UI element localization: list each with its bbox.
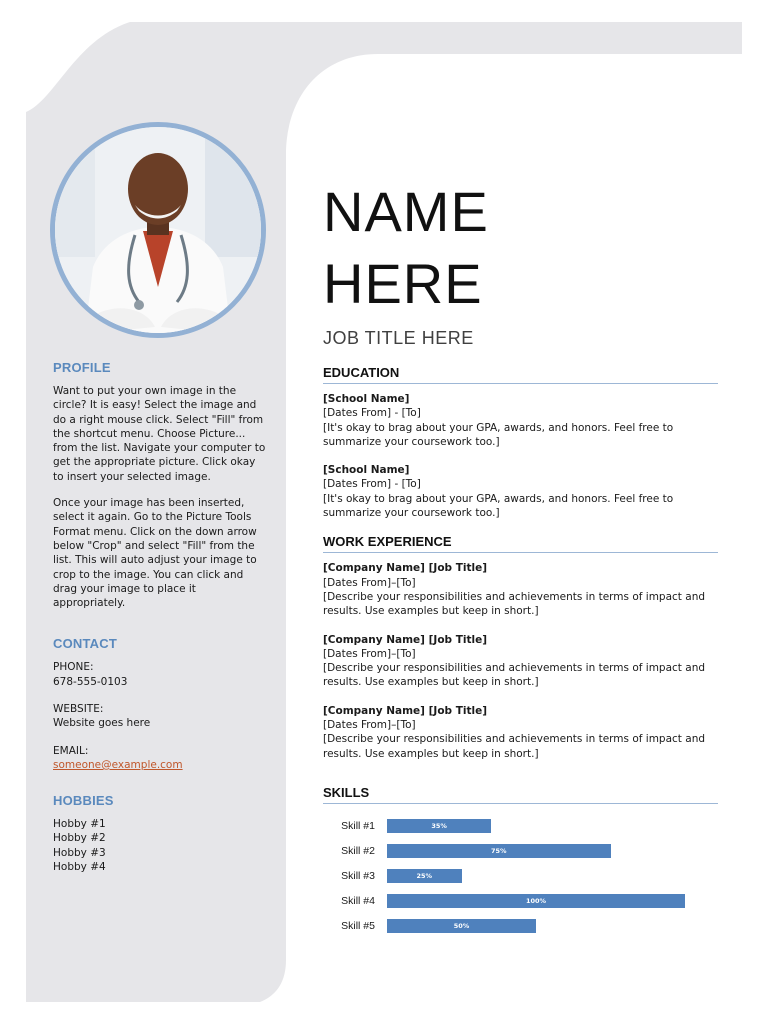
skill-value-label: 50% (453, 922, 470, 931)
profile-photo[interactable] (50, 122, 266, 338)
skill-row (323, 889, 718, 914)
skill-label: Skill #5 (341, 920, 375, 933)
hobby-item: Hobby #1 (53, 818, 106, 831)
skill-bar (387, 819, 491, 833)
skill-bar (387, 844, 611, 858)
education-dates: [Dates From] - [To] (323, 407, 421, 420)
education-entry (323, 392, 718, 449)
education-heading: EDUCATION (323, 365, 718, 384)
contact-website (53, 702, 268, 731)
phone-value: 678-555-0103 (53, 675, 128, 688)
skill-row (323, 814, 718, 839)
skill-track (387, 919, 685, 933)
work-title: [Company Name] [Job Title] (323, 633, 488, 646)
hobby-item: Hobby #3 (53, 846, 106, 859)
skill-bar (387, 919, 536, 933)
work-title: [Company Name] [Job Title] (323, 704, 488, 717)
work-title: [Company Name] [Job Title] (323, 562, 488, 575)
work-description: [Describe your responsibilities and achievements in terms of impact and results. Use examples but keep in short.] (323, 733, 706, 760)
contact-phone (53, 660, 268, 689)
skill-track (387, 894, 685, 908)
profile-paragraph-2: Once your image has been inserted, select it again. Go to the Picture Tools Format menu. Click on the down arrow below "Crop" and select "Fill" from the list. This will auto adjust your image to crop to the image. You can click and drag your image to place it appropriately. (53, 497, 257, 610)
work-description: [Describe your responsibilities and achievements in terms of impact and results. Use examples but keep in short.] (323, 590, 706, 618)
skill-label: Skill #1 (341, 820, 375, 833)
profile-paragraph-1: Want to put your own image in the circle? It is easy! Select the image and do a right mouse click. Select "Fill" from the shortcut menu. Choose Picture... from the list. Navigate your computer to get the appropriate picture. Click okay to insert your selected image. (53, 385, 266, 483)
work-entry (323, 561, 718, 618)
skill-track (387, 844, 685, 858)
skill-bar (387, 869, 462, 883)
website-label: WEBSITE: (53, 703, 104, 716)
website-value: Website goes here (53, 717, 151, 730)
sidebar (53, 360, 268, 874)
work-experience-heading: WORK EXPERIENCE (323, 534, 718, 553)
skill-row (323, 839, 718, 864)
skill-row (323, 914, 718, 939)
education-entry (323, 463, 718, 520)
education-dates: [Dates From] - [To] (323, 478, 421, 491)
work-entry (323, 633, 718, 690)
skills-chart (323, 814, 718, 939)
work-description: [Describe your responsibilities and achievements in terms of impact and results. Use examples but keep in short.] (323, 662, 706, 689)
contact-heading: CONTACT (53, 636, 117, 652)
main-content (323, 176, 718, 939)
skill-value-label: 75% (490, 847, 507, 856)
education-description: [It's okay to brag about your GPA, awards, and honors. Feel free to summarize your coursework too.] (323, 492, 674, 520)
email-label: EMAIL: (53, 744, 89, 757)
skills-heading: SKILLS (323, 785, 718, 804)
job-title: JOB TITLE HERE (323, 328, 474, 348)
name-line-2: HERE (323, 252, 483, 315)
hobby-item: Hobby #2 (53, 832, 106, 845)
skill-label: Skill #3 (341, 870, 375, 883)
hobbies-heading: HOBBIES (53, 793, 114, 809)
name-line-1: NAME (323, 180, 489, 243)
skill-value-label: 35% (431, 822, 447, 831)
work-dates: [Dates From]–[To] (323, 647, 416, 660)
phone-label: PHONE: (53, 661, 94, 674)
work-dates: [Dates From]–[To] (323, 576, 416, 589)
work-entry (323, 704, 718, 761)
profile-photo-doctor-icon (55, 127, 261, 333)
education-description: [It's okay to brag about your GPA, awards, and honors. Feel free to summarize your coursework too.] (323, 421, 674, 448)
email-link[interactable]: someone@example.com (53, 758, 183, 771)
skill-value-label: 100% (525, 897, 547, 906)
profile-heading: PROFILE (53, 360, 111, 375)
skill-bar (387, 894, 685, 908)
work-dates: [Dates From]–[To] (323, 719, 416, 732)
skill-label: Skill #2 (341, 845, 375, 858)
skill-track (387, 819, 685, 833)
hobby-item: Hobby #4 (53, 860, 106, 873)
skill-track (387, 869, 685, 883)
school-name: [School Name] (323, 393, 410, 405)
school-name: [School Name] (323, 464, 410, 477)
skill-value-label: 25% (416, 872, 433, 881)
skill-row (323, 864, 718, 889)
contact-email (53, 744, 268, 773)
skill-label: Skill #4 (341, 895, 375, 908)
